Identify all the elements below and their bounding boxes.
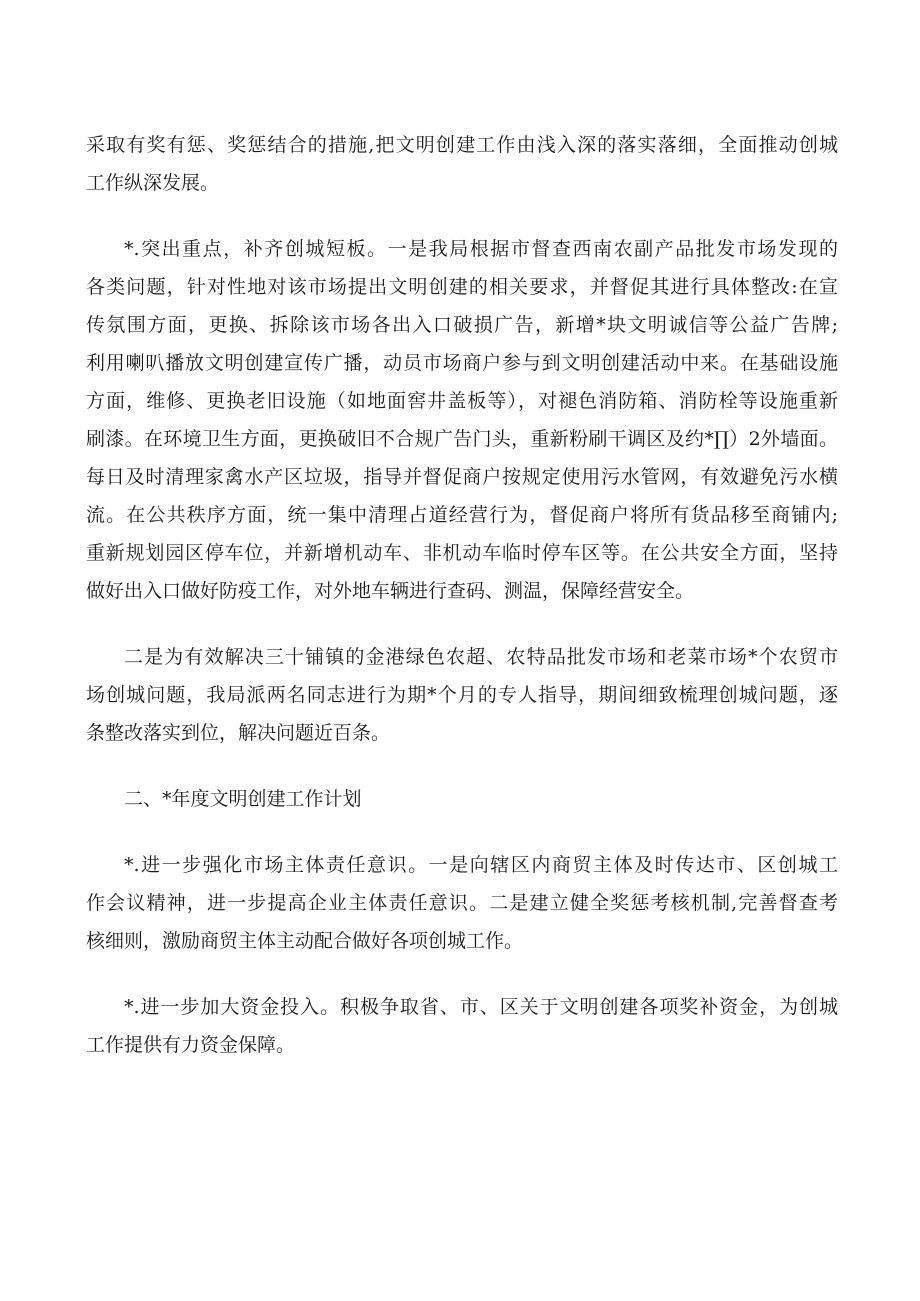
line-text: 各类问题，针对性地对该市场提出文明创建的相关要求，并督促其进行具体整改:在宣 — [86, 276, 838, 298]
line-text: 二是为有效解决三十铺镇的金港绿色农超、农特品批发市场和老菜市场*个农贸市 — [124, 646, 838, 668]
text-line — [86, 922, 838, 960]
text-line — [86, 534, 838, 572]
line-text: *.突出重点，补齐创城短板。一是我局根据市督查西南农副产品批发市场发现的 — [124, 238, 838, 260]
text-line — [86, 458, 838, 496]
paragraph-intro-continuation — [86, 126, 838, 202]
text-line — [86, 230, 838, 268]
line-text: 传氛围方面，更换、拆除该市场各出入口破损广告，新增*块文明诚信等公益广告牌; — [86, 314, 838, 336]
line-text: 工作提供有力资金保障。 — [86, 1034, 296, 1056]
text-line — [86, 164, 838, 202]
text-line — [86, 714, 838, 752]
text-line — [86, 126, 838, 164]
text-line — [86, 780, 838, 818]
text-line — [86, 306, 838, 344]
line-text: 流。在公共秩序方面，统一集中清理占道经营行为，督促商户将所有货品移至商铺内; — [86, 504, 838, 526]
text-line — [86, 846, 838, 884]
text-line — [86, 676, 838, 714]
paragraph-sanshipu-markets — [86, 638, 838, 752]
line-text: *.进一步强化市场主体责任意识。一是向辖区内商贸主体及时传达市、区创城工 — [124, 854, 838, 876]
line-text: 采取有奖有惩、奖惩结合的措施,把文明创建工作由浅入深的落实落细，全面推动创城 — [86, 134, 838, 156]
line-text: 条整改落实到位，解决问题近百条。 — [86, 722, 391, 744]
line-text: 每日及时清理家禽水产区垃圾，指导并督促商户按规定使用污水管网，有效避免污水横 — [86, 466, 838, 488]
text-line — [86, 268, 838, 306]
paragraph-funding — [86, 988, 838, 1064]
text-line — [86, 420, 838, 458]
text-line — [86, 382, 838, 420]
paragraph-highlight-focus — [86, 230, 838, 610]
line-text: 方面，维修、更换老旧设施（如地面窖井盖板等），对褪色消防箱、消防栓等设施重新 — [86, 390, 838, 412]
line-text: 作会议精神，进一步提高企业主体责任意识。二是建立健全奖惩考核机制,完善督查考 — [86, 892, 838, 914]
section-heading-annual-plan — [86, 780, 838, 818]
line-text: 做好出入口做好防疫工作，对外地车辆进行查码、测温，保障经营安全。 — [86, 580, 695, 602]
paragraph-responsibility — [86, 846, 838, 960]
line-text: 刷漆。在环境卫生方面，更换破旧不合规广告门头，重新粉刷干调区及约*∏）2外墙面。 — [86, 428, 838, 450]
text-line — [86, 1026, 838, 1064]
line-text: 场创城问题，我局派两名同志进行为期*个月的专人指导，期间细致梳理创城问题，逐 — [86, 684, 838, 706]
line-text: 核细则，激励商贸主体主动配合做好各项创城工作。 — [86, 930, 524, 952]
text-line — [86, 884, 838, 922]
text-line — [86, 496, 838, 534]
text-line — [86, 344, 838, 382]
line-text: 二、*年度文明创建工作计划 — [124, 788, 362, 810]
document-body — [86, 126, 838, 1064]
line-text: 重新规划园区停车位，并新增机动车、非机动车临时停车区等。在公共安全方面，坚持 — [86, 542, 838, 564]
line-text: *.进一步加大资金投入。积极争取省、市、区关于文明创建各项奖补资金，为创城 — [124, 996, 838, 1018]
text-line — [86, 988, 838, 1026]
line-text: 工作纵深发展。 — [86, 172, 220, 194]
line-text: 利用喇叭播放文明创建宣传广播，动员市场商户参与到文明创建活动中来。在基础设施 — [86, 352, 838, 374]
text-line — [86, 638, 838, 676]
text-line — [86, 572, 838, 610]
